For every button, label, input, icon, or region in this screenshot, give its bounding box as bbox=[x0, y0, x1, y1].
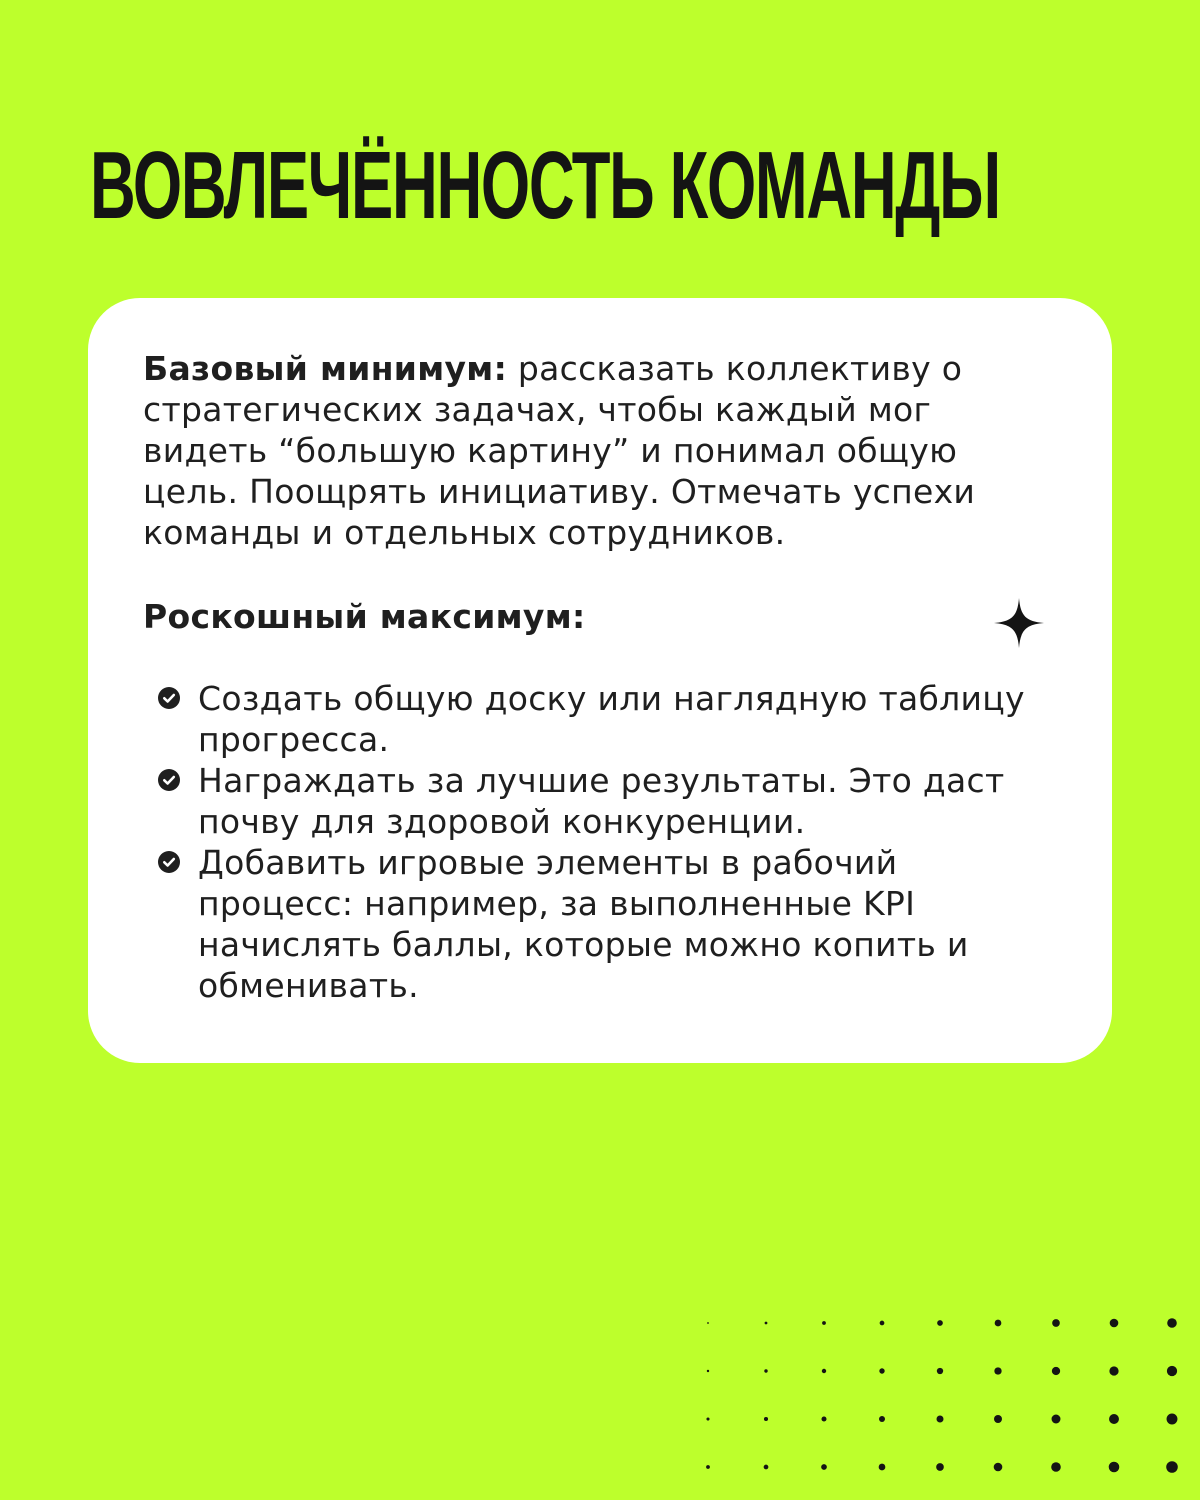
grid-dot bbox=[879, 1368, 884, 1373]
grid-dot bbox=[1167, 1414, 1178, 1425]
grid-dot bbox=[1052, 1319, 1060, 1327]
grid-dot bbox=[994, 1367, 1001, 1374]
list-item-text: Добавить игровые элементы в рабочий процесс: например, за выполненные KPI начислять баллы, которые можно копить и обменивать. bbox=[198, 843, 969, 1005]
basic-minimum-label: Базовый минимум: bbox=[143, 349, 508, 388]
grid-dot bbox=[1167, 1318, 1177, 1328]
grid-dot bbox=[995, 1320, 1002, 1327]
sparkle-icon bbox=[994, 598, 1044, 648]
grid-dot bbox=[994, 1415, 1002, 1423]
check-circle-icon bbox=[158, 687, 180, 709]
grid-dot bbox=[764, 1417, 768, 1421]
grid-dot bbox=[937, 1320, 943, 1326]
grid-dot bbox=[1167, 1366, 1177, 1376]
grid-dot bbox=[1109, 1366, 1118, 1375]
basic-minimum-paragraph bbox=[143, 348, 1063, 553]
grid-dot bbox=[1166, 1461, 1178, 1473]
grid-dot bbox=[1109, 1462, 1120, 1473]
grid-dot bbox=[1109, 1414, 1119, 1424]
list-item-text: Создать общую доску или наглядную таблицу прогресса. bbox=[198, 679, 1025, 759]
grid-dot bbox=[706, 1417, 709, 1420]
grid-dot bbox=[764, 1369, 767, 1372]
grid-dot bbox=[879, 1464, 886, 1471]
grid-dot bbox=[764, 1465, 769, 1470]
content-card bbox=[88, 298, 1112, 1063]
page-title: ВОВЛЕЧЁННОСТЬ КОМАНДЫ bbox=[90, 132, 1000, 239]
grid-dot bbox=[821, 1416, 826, 1421]
dot-grid-decoration bbox=[690, 1305, 1200, 1500]
luxury-maximum-heading: Роскошный максимум: bbox=[143, 597, 586, 636]
grid-dot bbox=[994, 1463, 1003, 1472]
check-circle-icon bbox=[158, 769, 180, 791]
grid-dot bbox=[821, 1464, 827, 1470]
grid-dot bbox=[822, 1321, 826, 1325]
grid-dot bbox=[1110, 1319, 1119, 1328]
grid-dot bbox=[937, 1416, 944, 1423]
list-item-text: Награждать за лучшие результаты. Это даст почву для здоровой конкуренции. bbox=[198, 761, 1005, 841]
check-circle-icon bbox=[158, 851, 180, 873]
grid-dot bbox=[879, 1416, 885, 1422]
grid-dot bbox=[822, 1369, 826, 1373]
grid-dot bbox=[1052, 1367, 1060, 1375]
list-item bbox=[158, 678, 1058, 760]
grid-dot bbox=[937, 1368, 943, 1374]
grid-dot bbox=[707, 1370, 709, 1372]
grid-dot bbox=[765, 1322, 768, 1325]
grid-dot bbox=[706, 1465, 710, 1469]
grid-dot bbox=[1051, 1462, 1061, 1472]
grid-dot bbox=[936, 1463, 944, 1471]
basic-minimum-text: рассказать коллективу о стратегических задачах, чтобы каждый мог видеть “большую картину” и понимал общую цель. Поощрять инициативу. Отмечать успехи команды и отдельных сотрудников. bbox=[143, 349, 976, 552]
grid-dot bbox=[707, 1322, 709, 1324]
list-item bbox=[158, 760, 1058, 842]
grid-dot bbox=[880, 1321, 885, 1326]
list-item bbox=[158, 842, 1058, 1006]
luxury-maximum-list bbox=[158, 678, 1058, 1006]
grid-dot bbox=[1052, 1415, 1061, 1424]
